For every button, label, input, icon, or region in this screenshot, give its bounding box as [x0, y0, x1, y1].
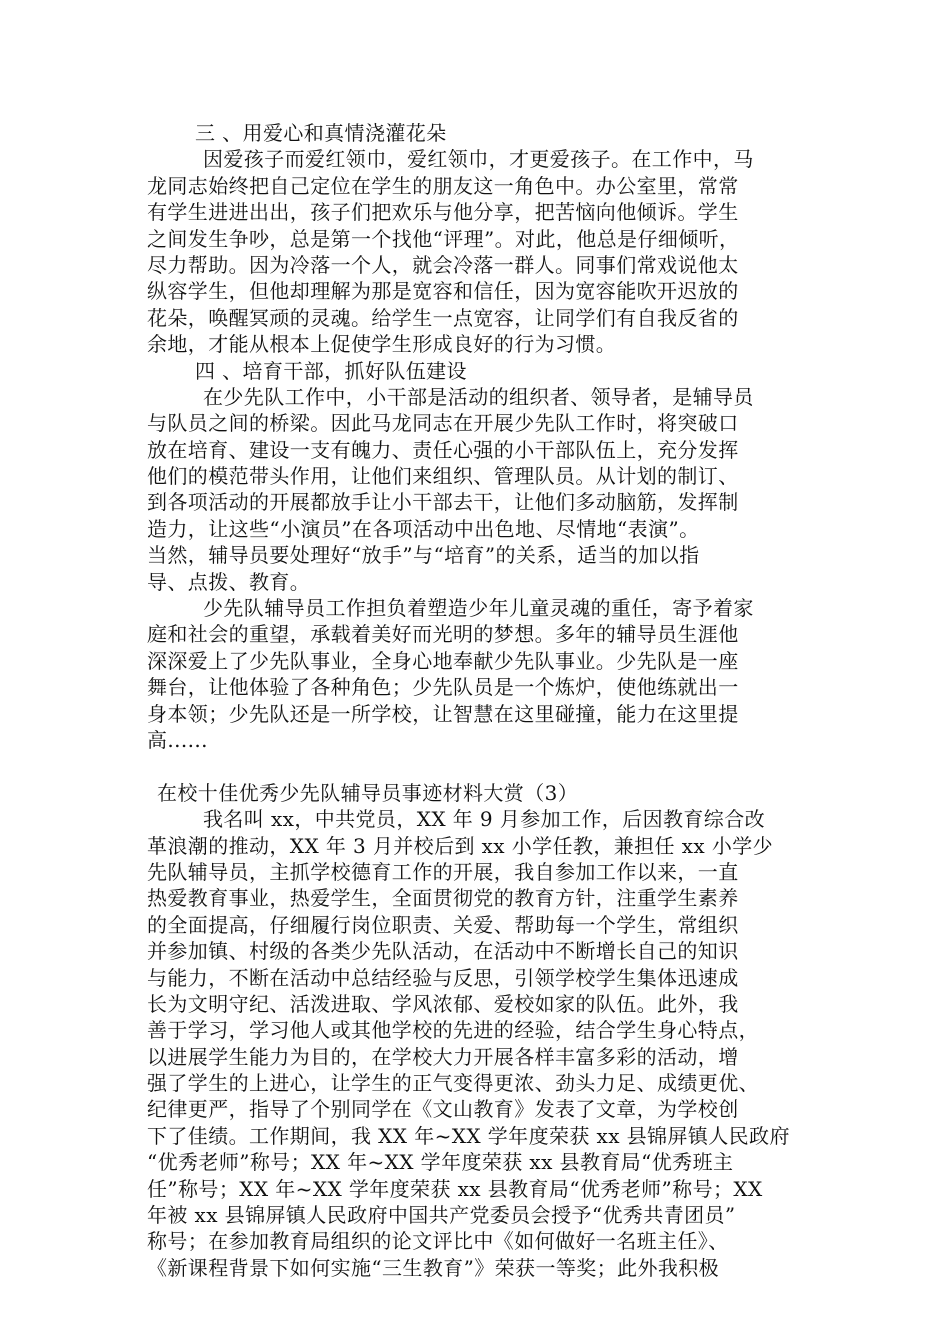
paragraph-line: 到各项活动的开展都放手让小干部去干，让他们多动脑筋，发挥制: [147, 490, 739, 515]
paragraph-line: 与能力，不断在活动中总结经验与反思，引领学校学生集体迅速成: [147, 965, 739, 990]
paragraph-line: 先队辅导员，主抓学校德育工作的开展，我自参加工作以来，一直: [147, 859, 739, 884]
paragraph-line: 《新课程背景下如何实施“三生教育”》荣获一等奖；此外我积极: [147, 1255, 720, 1280]
paragraph-line: 花朵，唤醒冥顽的灵魂。给学生一点宽容，让同学们有自我反省的: [147, 305, 739, 330]
paragraph-line: 下了佳绩。工作期间，我 XX 年~XX 学年度荣获 xx 县锦屏镇人民政府: [147, 1123, 790, 1148]
paragraph-line: 因爱孩子而爱红领巾，爱红领巾，才更爱孩子。在工作中，马: [203, 147, 754, 172]
paragraph-line: “优秀老师”称号；XX 年~XX 学年度荣获 xx 县教育局“优秀班主: [147, 1150, 734, 1175]
paragraph-line: 称号；在参加教育局组织的论文评比中《如何做好一名班主任》、: [147, 1229, 729, 1254]
paragraph-line: 纪律更严，指导了个别同学在《文山教育》发表了文章，为学校创: [147, 1097, 739, 1122]
paragraph-line: 舞台，让他体验了各种角色；少先队员是一个炼炉，使他练就出一: [147, 675, 739, 700]
paragraph-line: 在少先队工作中，小干部是活动的组织者、领导者，是辅导员: [203, 384, 754, 409]
section-heading-3: 三 、用爱心和真情浇灌花朵: [195, 121, 447, 145]
paragraph-line: 革浪潮的推动，XX 年 3 月并校后到 xx 小学任教，兼担任 xx 小学少: [147, 833, 774, 858]
paragraph-line: 身本领；少先队还是一所学校，让智慧在这里碰撞，能力在这里提: [147, 701, 739, 726]
paragraph-line: 的全面提高，仔细履行岗位职责、关爱、帮助每一个学生，常组织: [147, 912, 739, 937]
paragraph-line: 深深爱上了少先队事业，全身心地奉献少先队事业。少先队是一座: [147, 648, 739, 673]
paragraph-line: 善于学习，学习他人或其他学校的先进的经验，结合学生身心特点，: [147, 1018, 759, 1043]
paragraph-line: 热爱教育事业，热爱学生，全面贯彻党的教育方针，注重学生素养: [147, 886, 739, 911]
paragraph-line: 与队员之间的桥梁。因此马龙同志在开展少先队工作时，将突破口: [147, 411, 739, 436]
paragraph-line: 龙同志始终把自己定位在学生的朋友这一角色中。办公室里，常常: [147, 173, 739, 198]
document-page: [147, 120, 807, 1281]
paragraph-line: 之间发生争吵，总是第一个找他“评理”。对此，他总是仔细倾听，: [147, 226, 740, 251]
paragraph-line: 尽力帮助。因为冷落一个人，就会冷落一群人。同事们常戏说他太: [147, 252, 739, 277]
paragraph-line: 当然，辅导员要处理好“放手”与“培育”的关系，适当的加以指: [147, 543, 700, 568]
paragraph-line: 放在培育、建设一支有魄力、责任心强的小干部队伍上，充分发挥: [147, 437, 739, 462]
paragraph-line: 年被 xx 县锦屏镇人民政府中国共产党委员会授予“优秀共青团员”: [147, 1203, 736, 1228]
paragraph-line: 庭和社会的重望，承载着美好而光明的梦想。多年的辅导员生涯他: [147, 622, 739, 647]
paragraph-line: 长为文明守纪、活泼进取、学风浓郁、爱校如家的队伍。此外，我: [147, 991, 739, 1016]
article-title: 在校十佳优秀少先队辅导员事迹材料大赏（3）: [157, 780, 579, 805]
paragraph-line: 我名叫 xx，中共党员，XX 年 9 月参加工作，后因教育综合改: [203, 807, 765, 832]
paragraph-line: 他们的模范带头作用，让他们来组织、管理队员。从计划的制订、: [147, 464, 739, 489]
blank-line: [147, 753, 807, 779]
paragraph-line: 强了学生的上进心，让学生的正气变得更浓、劲头力足、成绩更优、: [147, 1071, 759, 1096]
paragraph-line: 少先队辅导员工作担负着塑造少年儿童灵魂的重任，寄予着家: [203, 596, 754, 621]
paragraph-line: 余地，才能从根本上促使学生形成良好的行为习惯。: [147, 332, 617, 357]
paragraph-line: 并参加镇、村级的各类少先队活动，在活动中不断增长自己的知识: [147, 939, 739, 964]
paragraph-line: 以进展学生能力为目的，在学校大力开展各样丰富多彩的活动，增: [147, 1044, 739, 1069]
paragraph-line: 导、点拨、教育。: [147, 569, 311, 594]
paragraph-line: 有学生进进出出，孩子们把欢乐与他分享，把苦恼向他倾诉。学生: [147, 200, 739, 225]
paragraph-line: 高......: [147, 727, 208, 752]
paragraph-line: 纵容学生，但他却理解为那是宽容和信任，因为宽容能吹开迟放的: [147, 279, 739, 304]
paragraph-line: 造力，让这些“小演员”在各项活动中出色地、尽情地“表演”。: [147, 516, 700, 541]
paragraph-line: 任”称号；XX 年~XX 学年度荣获 xx 县教育局“优秀老师”称号；XX: [147, 1176, 763, 1201]
section-heading-4: 四 、培育干部，抓好队伍建设: [195, 358, 467, 383]
